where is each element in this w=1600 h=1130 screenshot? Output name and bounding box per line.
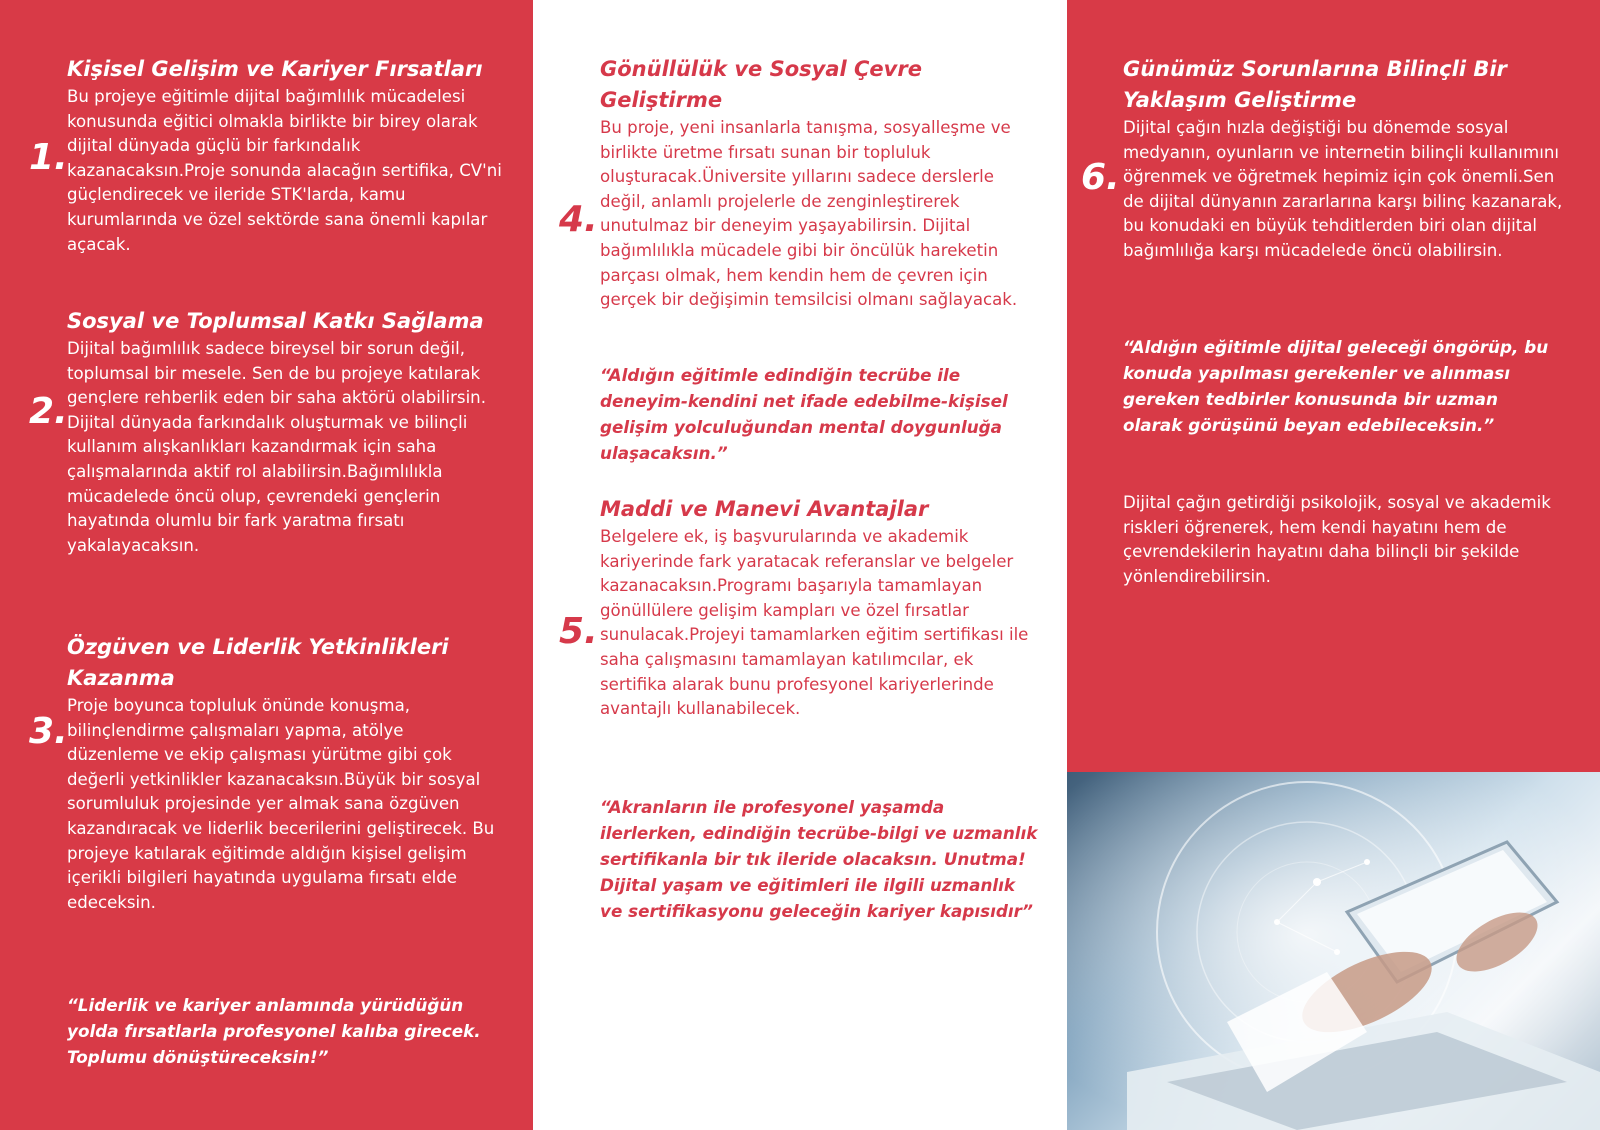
mid-quote-2: “Akranların ile profesyonel yaşamda ilerlerken, edindiğin tecrübe-bilgi ve uzmanlık sertifikanla bir tık ileride olacaksın. Unutma! Dijital yaşam ve eğitimleri ile ilgili uzmanlık ve sertifikasyonu geleceğin kariyer kapısıdır” bbox=[600, 797, 1038, 921]
section-number-2: 2. bbox=[29, 391, 68, 432]
section-career bbox=[67, 54, 507, 257]
closing-text: Dijital çağın getirdiği psikolojik, sosyal ve akademik riskleri öğrenerek, hem kendi hayatını hem de çevrendekilerin hayatını daha bilinçli bir şekilde yönlendirebilirsin. bbox=[1123, 493, 1551, 586]
section-text: Dijital çağın hızla değiştiği bu dönemde sosyal medyanın, oyunların ve internetin bilinçli kullanımını öğrenmek ve öğretmek hepimiz için çok önemli.Sen de dijital dünyanın zararlarına karşı bilinç kazanarak, bu konudaki en büyük tehditlerden biri olan dijital bağımlılığa karşı mücadelede öncü olabilirsin. bbox=[1123, 118, 1563, 260]
right-panel bbox=[1067, 0, 1600, 772]
section-title: Sosyal ve Toplumsal Katkı Sağlama bbox=[67, 309, 484, 333]
left-quote: “Liderlik ve kariyer anlamında yürüdüğün yolda fırsatlarla profesyonel kalıba girecek. Toplumu dönüştüreceksin!” bbox=[67, 995, 481, 1067]
section-text: Dijital bağımlılık sadece bireysel bir sorun değil, toplumsal bir mesele. Sen de bu projeye katılarak gençlere rehberlik eden bir saha aktörü olabilirsin. Dijital dünyada farkındalık oluşturmak ve bilinçli kullanım alışkanlıkları kazandırmak için saha çalışmalarında aktif rol alabilirsin.Bağımlılıkla mücadelede öncü olup, çevrendeki gençlerin hayatında olumlu bir fark yaratma fırsatı yakalayacaksın. bbox=[67, 339, 486, 555]
tablet-photo bbox=[1067, 772, 1600, 1130]
right-quote: “Aldığın eğitimle dijital geleceği öngörüp, bu konuda yapılması gerekenler ve alınması gereken tedbirler konusunda bir uzman olarak görüşünü beyan edebileceksin.” bbox=[1123, 337, 1549, 435]
section-advantages bbox=[600, 494, 1040, 722]
section-social-contribution bbox=[67, 306, 507, 558]
section-leadership bbox=[67, 632, 497, 915]
section-title: Gönüllülük ve Sosyal Çevre Geliştirme bbox=[600, 57, 922, 112]
section-title: Maddi ve Manevi Avantajlar bbox=[600, 497, 929, 521]
section-text: Bu projeye eğitimle dijital bağımlılık mücadelesi konusunda eğitici olmakla birlikte bir birey olarak dijital dünyada güçlü bir farkındalık kazanacaksın.Proje sonunda alacağın sertifika, CV'ni güçlendirecek ve ileride STK'larda, kamu kurumlarında ve özel sektörde sana önemli kapılar açacak. bbox=[67, 87, 502, 254]
section-text: Proje boyunca topluluk önünde konuşma, bilinçlendirme çalışmaları yapma, atölye düzenleme ve ekip çalışması yürütme gibi çok değerli yetkinlikler kazanacaksın.Büyük bir sosyal sorumluluk projesinde yer almak sana özgüven kazandıracak ve liderlik becerilerini geliştirecek. Bu projeye katılarak eğitimde aldığın kişisel gelişim içerikli bilgileri hayatında uygulama fırsatı elde edeceksin. bbox=[67, 696, 495, 912]
section-title: Özgüven ve Liderlik Yetkinlikleri Kazanma bbox=[67, 635, 449, 690]
left-panel bbox=[0, 0, 533, 1130]
section-number-1: 1. bbox=[29, 137, 68, 178]
section-number-6: 6. bbox=[1081, 157, 1120, 198]
section-text: Belgelere ek, iş başvurularında ve akademik kariyerinde fark yaratacak referanslar ve belgeler kazanacaksın.Programı başarıyla tamamlayan gönüllülere gelişim kampları ve özel fırsatlar sunulacak.Projeyi tamamlarken eğitim sertifikası ile saha çalışmasını tamamlayan katılımcılar, ek sertifika alarak bunu profesyonel kariyerlerinde avantajlı kullanabilecek. bbox=[600, 527, 1029, 719]
section-number-4: 4. bbox=[559, 199, 598, 240]
section-number-3: 3. bbox=[29, 711, 68, 752]
section-volunteering bbox=[600, 54, 1040, 313]
section-number-5: 5. bbox=[559, 611, 598, 652]
section-text: Bu proje, yeni insanlarla tanışma, sosyalleşme ve birlikte üretme fırsatı sunan bir topluluk oluşturacak.Üniversite yıllarını sadece derslerle değil, anlamlı projelerle de zenginleştirerek unutulmaz bir deneyim yaşayabilirsin. Dijital bağımlılıkla mücadele gibi bir öncülük hareketin parçası olmak, hem kendin hem de çevren için gerçek bir değişimin temsilcisi olmanı sağlayacak. bbox=[600, 118, 1018, 310]
section-conscious-approach bbox=[1123, 54, 1563, 264]
mid-quote-1: “Aldığın eğitimle edindiğin tecrübe ile deneyim-kendini net ifade edebilme-kişisel gelişim yolculuğundan mental doygunluğa ulaşacaksın.” bbox=[600, 365, 1008, 463]
section-title: Günümüz Sorunlarına Bilinçli Bir Yaklaşım Geliştirme bbox=[1123, 57, 1507, 112]
section-title: Kişisel Gelişim ve Kariyer Fırsatları bbox=[67, 57, 483, 81]
photo-illustration bbox=[1067, 772, 1600, 1130]
middle-panel bbox=[533, 0, 1067, 1130]
